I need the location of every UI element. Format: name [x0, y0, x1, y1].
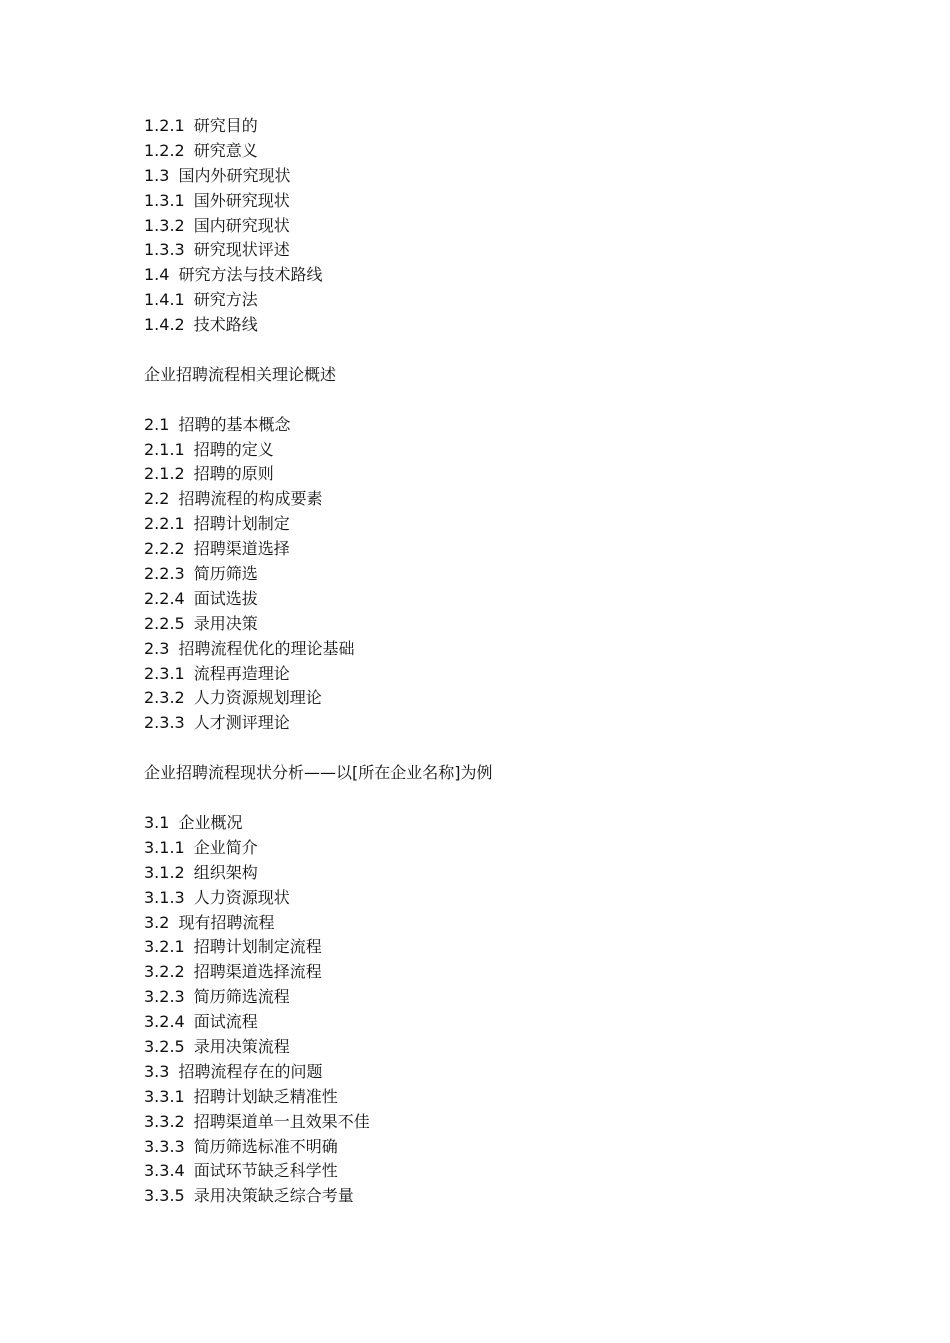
toc-entry-title: 面试流程 [193, 1012, 258, 1032]
toc-entry-title: 招聘的基本概念 [178, 414, 291, 434]
toc-entry-number: 1.4 [144, 265, 170, 285]
toc-entry [144, 985, 844, 1010]
toc-entry-number: 3.1.3 [144, 887, 185, 907]
toc-entry [144, 587, 844, 612]
toc-entry-title: 国外研究现状 [193, 190, 290, 210]
toc-entry-title: 简历筛选标准不明确 [193, 1136, 338, 1156]
toc-entry [144, 960, 844, 985]
toc-entry [144, 935, 844, 960]
toc-entry [144, 1110, 844, 1135]
toc-entry [144, 1035, 844, 1060]
toc-entry-title: 招聘流程存在的问题 [178, 1061, 323, 1081]
toc-entry-number: 2.2.1 [144, 514, 185, 534]
chapter-heading: 企业招聘流程现状分析——以[所在企业名称]为例 [144, 763, 493, 783]
toc-entry-number: 3.2.2 [144, 962, 185, 982]
toc-entry-title: 国内外研究现状 [178, 165, 291, 185]
toc-entry [144, 413, 844, 438]
toc-entry-title: 研究现状评述 [193, 240, 290, 260]
toc-entry-number: 2.2 [144, 489, 170, 509]
toc-entry-title: 招聘流程的构成要素 [178, 489, 323, 509]
toc-entry [144, 438, 844, 463]
toc-entry [144, 238, 844, 263]
toc-entry [144, 487, 844, 512]
toc-entry [144, 288, 844, 313]
toc-entry-number: 3.2 [144, 912, 170, 932]
toc-entry-title: 招聘计划缺乏精准性 [193, 1086, 338, 1106]
toc-entry-title: 招聘的原则 [193, 464, 274, 484]
toc-entry-title: 录用决策 [193, 613, 258, 633]
toc-entry [144, 612, 844, 637]
toc-entry-number: 2.1 [144, 414, 170, 434]
toc-entry [144, 189, 844, 214]
toc-entry-number: 1.3.1 [144, 190, 185, 210]
toc-entry-number: 2.2.3 [144, 564, 185, 584]
toc-entry [144, 114, 844, 139]
toc-entry [144, 263, 844, 288]
toc-entry [144, 139, 844, 164]
toc-entry-number: 2.1.2 [144, 464, 185, 484]
toc-entry-number: 3.2.3 [144, 987, 185, 1007]
toc-entry [144, 811, 844, 836]
toc-entry [144, 886, 844, 911]
toc-entry-title: 招聘渠道选择流程 [193, 962, 322, 982]
toc-entry-number: 3.3.4 [144, 1161, 185, 1181]
toc-entry [144, 1010, 844, 1035]
toc-entry-title: 现有招聘流程 [178, 912, 275, 932]
toc-entry-number: 1.2.1 [144, 116, 185, 135]
toc-entry [144, 1060, 844, 1085]
toc-entry-number: 3.3.1 [144, 1086, 185, 1106]
toc-entry [144, 1135, 844, 1160]
toc-entry [144, 562, 844, 587]
toc-entry-title: 招聘的定义 [193, 439, 274, 459]
toc-entry [144, 637, 844, 662]
toc-entry-title: 研究意义 [193, 140, 258, 160]
toc-entry [144, 214, 844, 239]
table-of-contents [144, 114, 844, 1209]
toc-entry-title: 面试环节缺乏科学性 [193, 1161, 338, 1181]
toc-entry-title: 研究目的 [193, 116, 258, 135]
toc-entry-number: 2.2.4 [144, 588, 185, 608]
toc-entry-title: 录用决策流程 [193, 1036, 290, 1056]
toc-entry-title: 录用决策缺乏综合考量 [193, 1186, 354, 1206]
toc-entry-title: 研究方法与技术路线 [178, 265, 323, 285]
toc-entry-number: 2.3.2 [144, 688, 185, 708]
toc-entry [144, 164, 844, 189]
toc-entry-number: 2.3.3 [144, 713, 185, 733]
toc-block-3 [144, 811, 844, 1209]
toc-entry-title: 流程再造理论 [193, 663, 290, 683]
toc-entry-title: 招聘流程优化的理论基础 [178, 638, 355, 658]
toc-entry-title: 招聘渠道单一且效果不佳 [193, 1111, 370, 1131]
toc-entry-number: 2.1.1 [144, 439, 185, 459]
toc-entry-title: 企业概况 [178, 812, 243, 832]
toc-entry-number: 3.2.1 [144, 937, 185, 957]
toc-entry-title: 人力资源规划理论 [193, 688, 322, 708]
toc-entry-number: 1.3.3 [144, 240, 185, 260]
toc-entry-title: 组织架构 [193, 862, 258, 882]
toc-entry [144, 537, 844, 562]
toc-entry-title: 简历筛选 [193, 564, 258, 584]
toc-entry-number: 1.2.2 [144, 140, 185, 160]
toc-entry [144, 313, 844, 338]
toc-entry-title: 技术路线 [193, 315, 258, 335]
toc-block-2 [144, 413, 844, 737]
toc-entry-title: 人才测评理论 [193, 713, 290, 733]
toc-entry-number: 1.4.1 [144, 290, 185, 310]
toc-entry-number: 3.1.1 [144, 837, 185, 857]
toc-entry-number: 2.2.5 [144, 613, 185, 633]
toc-entry [144, 861, 844, 886]
toc-entry-title: 人力资源现状 [193, 887, 290, 907]
toc-entry [144, 686, 844, 711]
toc-entry [144, 911, 844, 936]
toc-entry [144, 711, 844, 736]
toc-entry-number: 3.1 [144, 812, 170, 832]
toc-entry-title: 研究方法 [193, 290, 258, 310]
toc-entry-number: 3.3.5 [144, 1186, 185, 1206]
toc-entry-number: 3.2.4 [144, 1012, 185, 1032]
toc-entry [144, 1085, 844, 1110]
toc-entry [144, 662, 844, 687]
toc-entry-number: 3.3 [144, 1061, 170, 1081]
toc-entry-number: 1.3 [144, 165, 170, 185]
toc-entry-title: 招聘计划制定 [193, 514, 290, 534]
toc-entry-title: 简历筛选流程 [193, 987, 290, 1007]
toc-entry-title: 招聘计划制定流程 [193, 937, 322, 957]
toc-entry [144, 512, 844, 537]
toc-entry-title: 企业简介 [193, 837, 258, 857]
toc-block-1 [144, 114, 844, 338]
toc-entry [144, 1184, 844, 1209]
toc-entry-number: 3.3.2 [144, 1111, 185, 1131]
chapter-heading: 企业招聘流程相关理论概述 [144, 364, 337, 384]
toc-entry-number: 2.3.1 [144, 663, 185, 683]
toc-entry-number: 3.2.5 [144, 1036, 185, 1056]
toc-entry-title: 招聘渠道选择 [193, 539, 290, 559]
toc-entry-number: 3.1.2 [144, 862, 185, 882]
toc-entry-number: 1.3.2 [144, 215, 185, 235]
toc-entry-number: 2.2.2 [144, 539, 185, 559]
toc-entry-number: 3.3.3 [144, 1136, 185, 1156]
toc-entry-title: 国内研究现状 [193, 215, 290, 235]
toc-entry-number: 2.3 [144, 638, 170, 658]
toc-entry-number: 1.4.2 [144, 315, 185, 335]
toc-entry [144, 1159, 844, 1184]
toc-entry [144, 836, 844, 861]
toc-entry [144, 462, 844, 487]
toc-entry-title: 面试选拔 [193, 588, 258, 608]
